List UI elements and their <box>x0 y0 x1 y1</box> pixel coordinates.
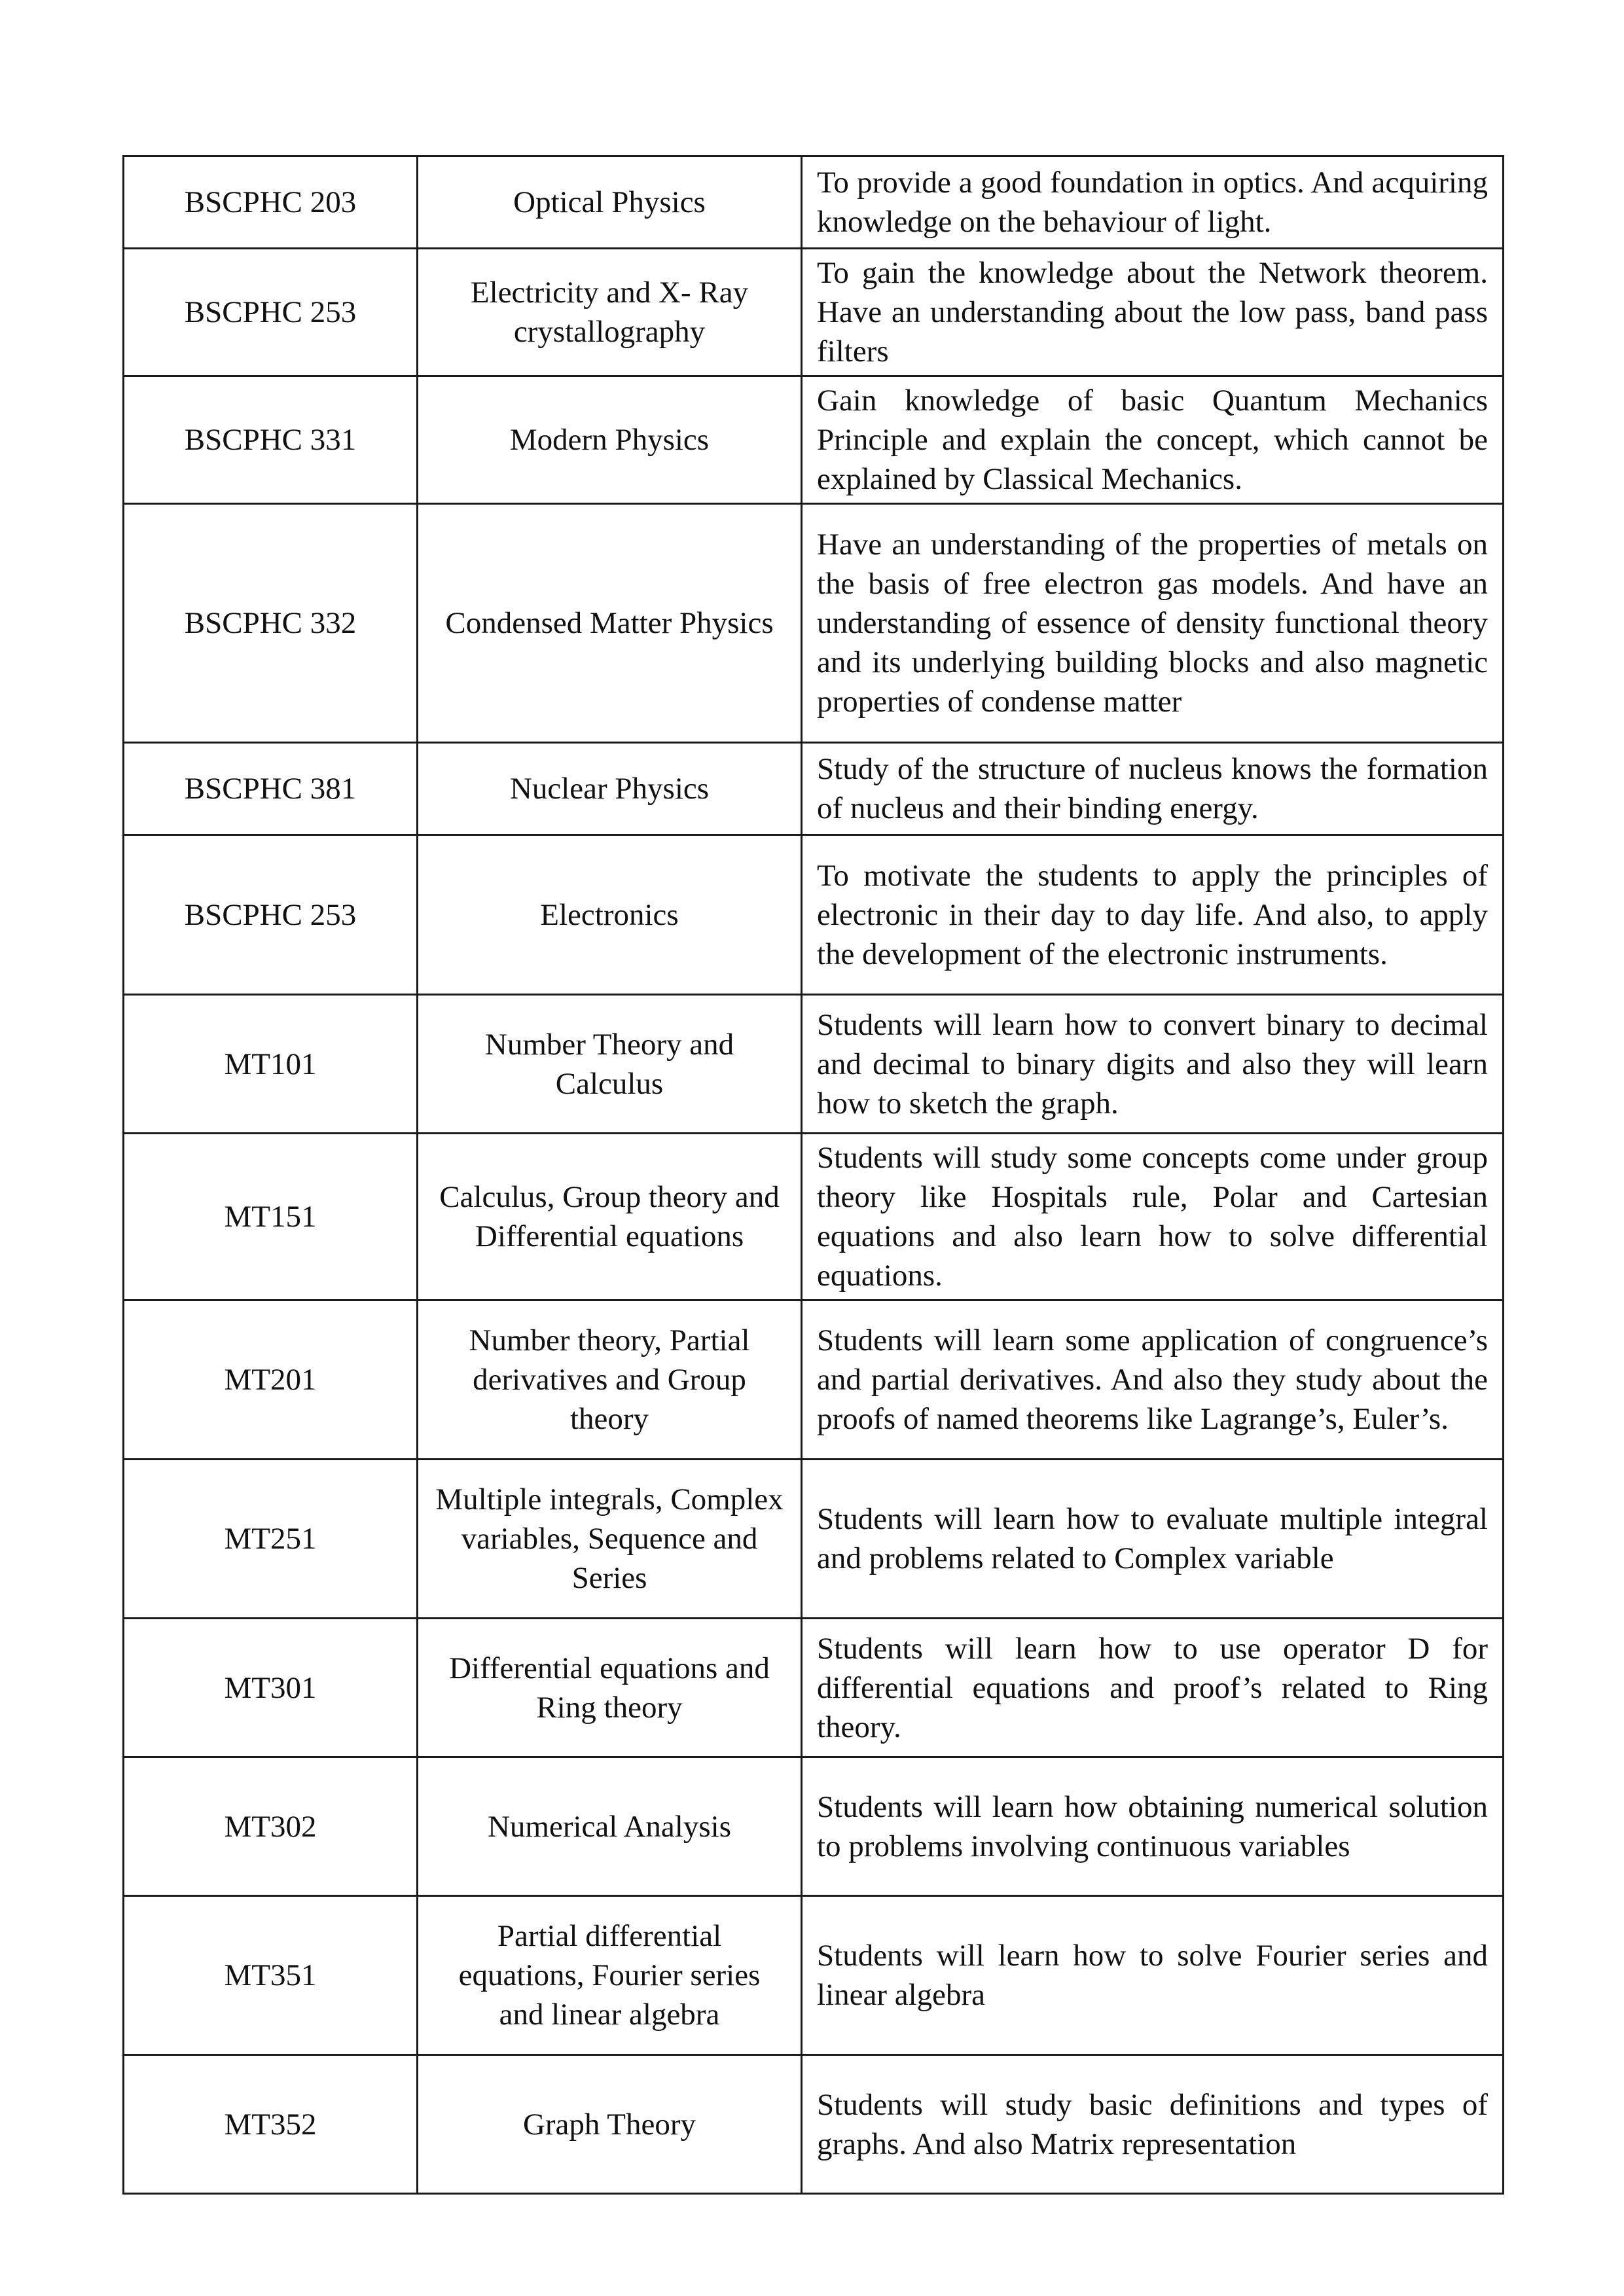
course-code-cell: BSCPHC 203 <box>124 156 418 249</box>
table-row <box>124 1460 1504 1619</box>
course-name-cell: Differential equations and Ring theory <box>418 1619 802 1757</box>
table-row <box>124 504 1504 743</box>
course-name-cell: Calculus, Group theory and Differential equations <box>418 1134 802 1300</box>
course-name-cell: Electricity and X- Ray crystallography <box>418 249 802 376</box>
course-code-cell: MT201 <box>124 1300 418 1460</box>
course-name-cell: Numerical Analysis <box>418 1757 802 1896</box>
table-row <box>124 249 1504 376</box>
course-name-cell: Condensed Matter Physics <box>418 504 802 743</box>
course-outcomes-table <box>122 155 1504 2195</box>
table-row <box>124 995 1504 1134</box>
course-name-cell: Number Theory and Calculus <box>418 995 802 1134</box>
course-outcome-cell: Have an understanding of the properties of metals on the basis of free electron gas models. And have an understanding of essence of density functional theory and its underlying building blocks and also magnetic properties of condense matter <box>802 504 1504 743</box>
course-code-cell: MT301 <box>124 1619 418 1757</box>
course-name-cell: Optical Physics <box>418 156 802 249</box>
table-row <box>124 1896 1504 2055</box>
table-row <box>124 1757 1504 1896</box>
course-code-cell: BSCPHC 332 <box>124 504 418 743</box>
course-outcome-cell: To motivate the students to apply the principles of electronic in their day to day life. And also, to apply the development of the electronic instruments. <box>802 835 1504 995</box>
course-outcome-cell: Students will learn how obtaining numerical solution to problems involving continuous variables <box>802 1757 1504 1896</box>
course-outcome-cell: Students will learn how to convert binary to decimal and decimal to binary digits and also they will learn how to sketch the graph. <box>802 995 1504 1134</box>
table-row <box>124 2055 1504 2194</box>
course-outcome-cell: Students will learn how to use operator D for differential equations and proof’s related to Ring theory. <box>802 1619 1504 1757</box>
course-code-cell: MT151 <box>124 1134 418 1300</box>
course-code-cell: MT352 <box>124 2055 418 2194</box>
table-row <box>124 376 1504 504</box>
course-name-cell: Graph Theory <box>418 2055 802 2194</box>
table-row <box>124 835 1504 995</box>
course-name-cell: Number theory, Partial derivatives and Group theory <box>418 1300 802 1460</box>
course-code-cell: BSCPHC 253 <box>124 835 418 995</box>
course-name-cell: Modern Physics <box>418 376 802 504</box>
course-outcome-cell: To provide a good foundation in optics. And acquiring knowledge on the behaviour of light. <box>802 156 1504 249</box>
table-row <box>124 1300 1504 1460</box>
table-row <box>124 1134 1504 1300</box>
course-code-cell: MT101 <box>124 995 418 1134</box>
course-name-cell: Nuclear Physics <box>418 743 802 835</box>
course-outcome-cell: Study of the structure of nucleus knows the formation of nucleus and their binding energy. <box>802 743 1504 835</box>
course-outcome-cell: Gain knowledge of basic Quantum Mechanics Principle and explain the concept, which cannot be explained by Classical Mechanics. <box>802 376 1504 504</box>
course-outcome-cell: Students will learn how to evaluate multiple integral and problems related to Complex variable <box>802 1460 1504 1619</box>
course-name-cell: Electronics <box>418 835 802 995</box>
course-outcome-cell: Students will learn some application of congruence’s and partial derivatives. And also they study about the proofs of named theorems like Lagrange’s, Euler’s. <box>802 1300 1504 1460</box>
course-code-cell: BSCPHC 331 <box>124 376 418 504</box>
table-row <box>124 1619 1504 1757</box>
table-row <box>124 743 1504 835</box>
course-name-cell: Partial differential equations, Fourier series and linear algebra <box>418 1896 802 2055</box>
course-code-cell: BSCPHC 381 <box>124 743 418 835</box>
course-outcome-cell: Students will study some concepts come under group theory like Hospitals rule, Polar and Cartesian equations and also learn how to solve differential equations. <box>802 1134 1504 1300</box>
course-code-cell: BSCPHC 253 <box>124 249 418 376</box>
course-code-cell: MT302 <box>124 1757 418 1896</box>
course-name-cell: Multiple integrals, Complex variables, Sequence and Series <box>418 1460 802 1619</box>
course-outcome-cell: To gain the knowledge about the Network theorem. Have an understanding about the low pass, band pass filters <box>802 249 1504 376</box>
course-outcome-cell: Students will study basic definitions and types of graphs. And also Matrix representation <box>802 2055 1504 2194</box>
table-row <box>124 156 1504 249</box>
course-code-cell: MT251 <box>124 1460 418 1619</box>
course-code-cell: MT351 <box>124 1896 418 2055</box>
course-outcome-cell: Students will learn how to solve Fourier series and linear algebra <box>802 1896 1504 2055</box>
